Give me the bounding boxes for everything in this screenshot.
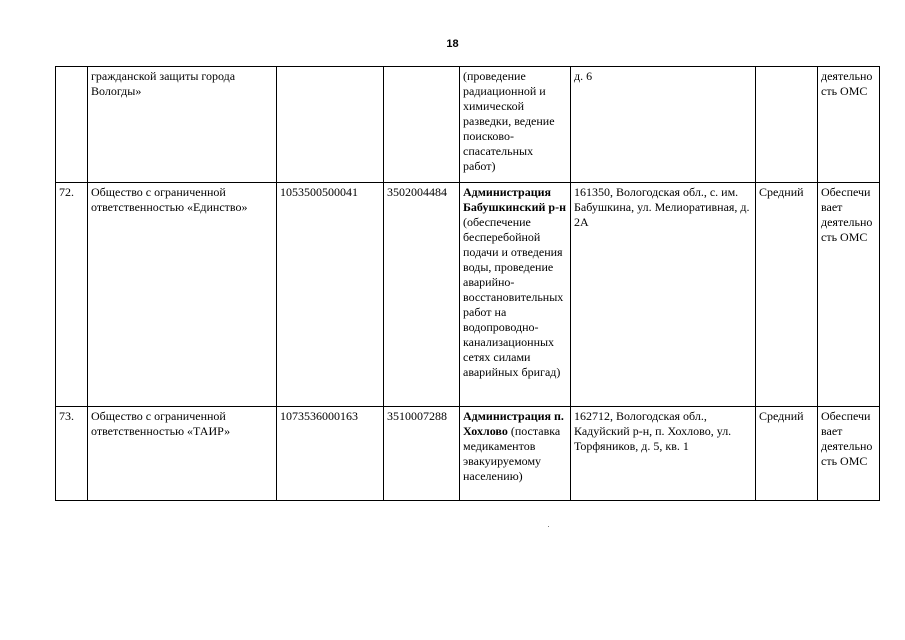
address-cell: д. 6 — [571, 67, 756, 183]
organizations-table — [55, 66, 880, 501]
authority-name: Администрация Бабушкинский р-н — [463, 185, 567, 214]
authority-cell — [460, 183, 571, 407]
table-row — [56, 407, 880, 501]
ogrn-cell — [277, 67, 384, 183]
address-cell: 162712, Вологодская обл., Кадуйский р-н, п. Хохлово, ул. Торфяников, д. 5, кв. 1 — [571, 407, 756, 501]
risk-level — [756, 67, 818, 183]
authority-description: (проведение радиационной и химической разведки, ведение поисково-спасательных работ) — [463, 69, 555, 173]
organization-name: гражданской защиты города Вологды» — [88, 67, 277, 183]
ogrn-cell: 1053500500041 — [277, 183, 384, 407]
inn-cell: 3502004484 — [384, 183, 460, 407]
authority-description: (обеспечение бесперебойной подачи и отведения воды, проведение аварийно-восстановительных работ на водопроводно-канализационных сетях силами аварийных бригад) — [463, 215, 564, 379]
table-row — [56, 67, 880, 183]
inn-cell — [384, 67, 460, 183]
scan-speck — [548, 526, 549, 527]
authority-cell — [460, 407, 571, 501]
organization-name: Общество с ограниченной ответственностью «Единство» — [88, 183, 277, 407]
ogrn-cell: 1073536000163 — [277, 407, 384, 501]
row-number: 73. — [56, 407, 88, 501]
row-number: 72. — [56, 183, 88, 407]
address-cell: 161350, Вологодская обл., с. им. Бабушкина, ул. Мелиоративная, д. 2А — [571, 183, 756, 407]
row-number — [56, 67, 88, 183]
authority-description: (поставка медикаментов эвакуируемому населению) — [463, 424, 561, 483]
risk-level: Средний — [756, 183, 818, 407]
authority-cell — [460, 67, 571, 183]
authority-name: Администрация п. Хохлово — [463, 409, 564, 438]
risk-level: Средний — [756, 407, 818, 501]
table-row — [56, 183, 880, 407]
page-number: 18 — [446, 38, 459, 50]
organization-name: Общество с ограниченной ответственностью «ТАИР» — [88, 407, 277, 501]
inn-cell: 3510007288 — [384, 407, 460, 501]
function-cell: деятельность ОМС — [818, 67, 880, 183]
function-cell: Обеспечивает деятельность ОМС — [818, 407, 880, 501]
function-cell: Обеспечивает деятельность ОМС — [818, 183, 880, 407]
